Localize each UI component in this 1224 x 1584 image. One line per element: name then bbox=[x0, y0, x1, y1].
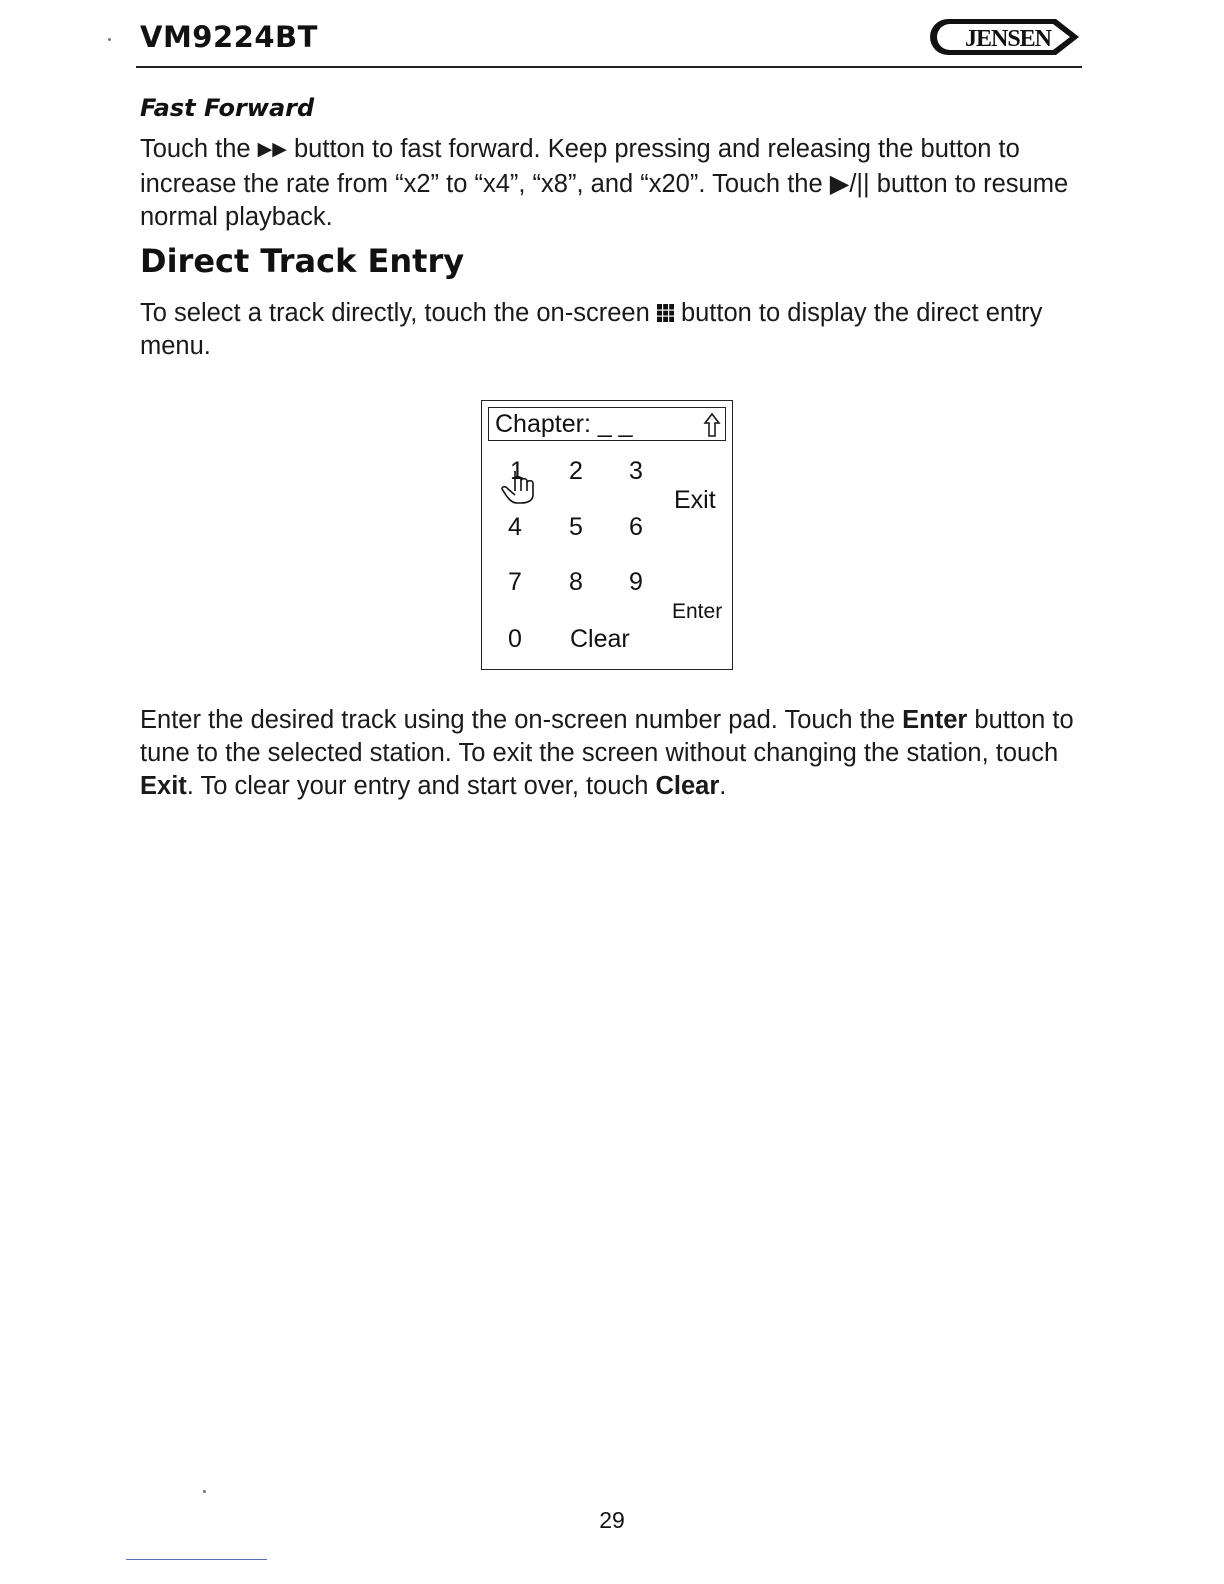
chapter-display bbox=[488, 407, 726, 441]
enter-keyword: Enter bbox=[902, 706, 968, 734]
key-0[interactable]: 0 bbox=[508, 625, 522, 653]
instructions-paragraph: Enter the desired track using the on-screen number pad. Touch the Enter button to tune to the selected station. To exit the screen without changing the station, touch Exit. To clear your entry and start over, touch Clear. bbox=[140, 706, 1074, 800]
exit-keyword: Exit bbox=[140, 772, 187, 800]
key-5[interactable]: 5 bbox=[569, 513, 583, 541]
footer-line bbox=[126, 1559, 267, 1560]
key-9[interactable]: 9 bbox=[629, 568, 643, 596]
key-4[interactable]: 4 bbox=[508, 513, 522, 541]
direct-track-entry-heading: Direct Track Entry bbox=[140, 242, 465, 280]
clear-button[interactable]: Clear bbox=[570, 625, 630, 653]
key-3[interactable]: 3 bbox=[629, 457, 643, 485]
scan-speck bbox=[108, 38, 111, 41]
header-rule bbox=[136, 66, 1082, 68]
key-8[interactable]: 8 bbox=[569, 568, 583, 596]
svg-text:JENSEN: JENSEN bbox=[964, 26, 1052, 52]
direct-entry-panel bbox=[481, 400, 733, 670]
page-number: 29 bbox=[599, 1507, 625, 1533]
pointer-hand-icon bbox=[501, 459, 541, 505]
key-2[interactable]: 2 bbox=[569, 457, 583, 485]
key-7[interactable]: 7 bbox=[508, 568, 522, 596]
clear-keyword: Clear bbox=[655, 772, 720, 800]
grid-icon bbox=[657, 304, 674, 322]
chapter-label: Chapter: _ _ bbox=[495, 410, 633, 438]
enter-button[interactable]: Enter bbox=[672, 600, 723, 623]
key-1[interactable]: 1 bbox=[510, 457, 524, 485]
fast-forward-title: Fast Forward bbox=[140, 94, 315, 122]
up-arrow-icon[interactable] bbox=[703, 412, 721, 438]
scan-speck bbox=[203, 1490, 206, 1493]
direct-entry-paragraph: To select a track directly, touch the on-screen button to display the direct entry menu. bbox=[140, 299, 1043, 360]
model-name: VM9224BT bbox=[140, 20, 318, 54]
jensen-logo bbox=[928, 16, 1082, 58]
exit-button[interactable]: Exit bbox=[674, 486, 716, 514]
fast-forward-paragraph: Touch the ▶▶ button to fast forward. Keep pressing and releasing the button to increase the rate from “x2” to “x4”, “x8”, and “x20”. Touch the ▶/|| button to resume normal playback. bbox=[140, 135, 1069, 231]
key-6[interactable]: 6 bbox=[629, 513, 643, 541]
fast-forward-icon: ▶▶ bbox=[257, 139, 287, 160]
play-pause-icon: ▶/|| bbox=[829, 170, 870, 198]
